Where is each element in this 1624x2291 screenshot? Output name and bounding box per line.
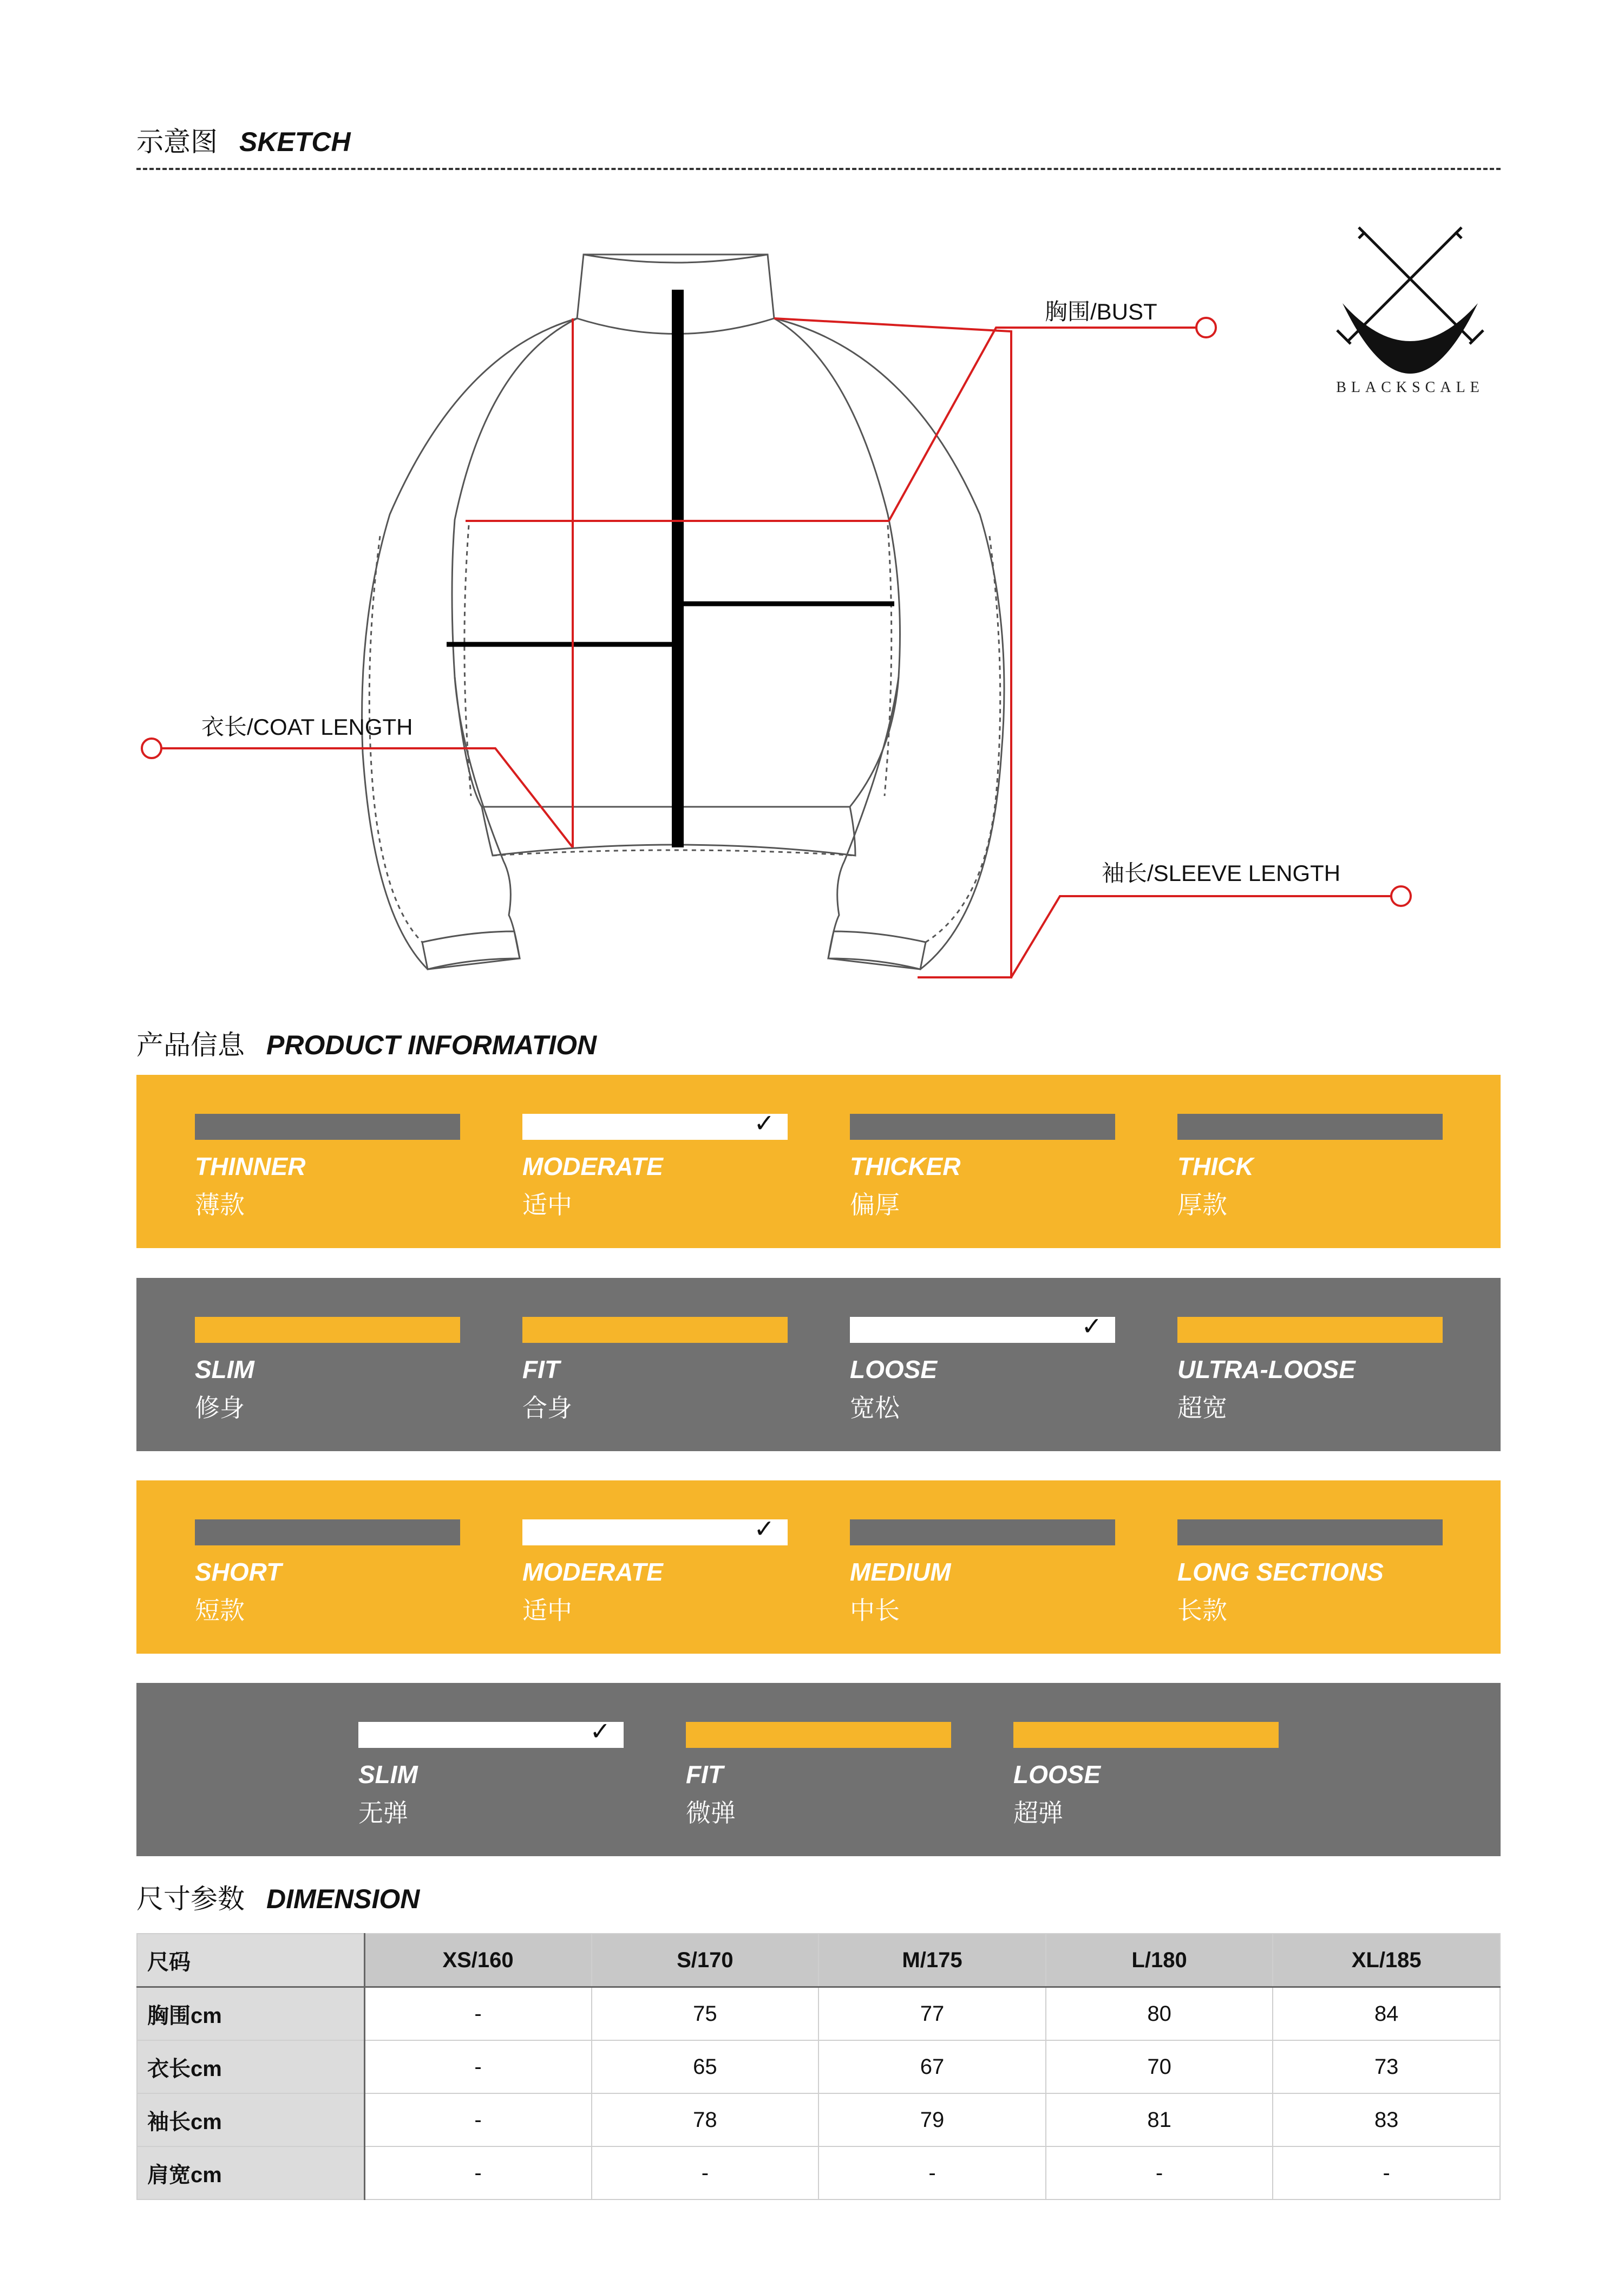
fit-bar (522, 1317, 788, 1343)
elasticity-bar-selected (358, 1717, 624, 1748)
elasticity-option: ✓ SLIM 无弹 (358, 1722, 624, 1829)
table-row: 袖长cm - 78 79 81 83 (137, 2093, 1500, 2146)
fit-option: FIT 合身 (522, 1317, 788, 1424)
length-option: ✓ MODERATE 适中 (522, 1519, 788, 1627)
length-bar-selected (522, 1515, 788, 1545)
fit-option: ✓ LOOSE 宽松 (850, 1317, 1115, 1424)
elasticity-option: FIT 微弹 (686, 1722, 951, 1829)
sleeve-length-measure-line (774, 318, 1011, 977)
elasticity-bar (686, 1722, 951, 1748)
sketch-section-title: 示意图 SKETCH (136, 127, 351, 157)
thickness-bar (195, 1114, 460, 1140)
dimension-table (136, 1933, 1501, 2200)
right-sleeve-outline (774, 318, 1004, 969)
check-icon: ✓ (1081, 1312, 1102, 1340)
table-row: 肩宽cm - - - - - (137, 2146, 1500, 2199)
brand-logo-text: BLACKSCALE (1336, 379, 1484, 396)
crossed-arrows-crescent-icon (1321, 217, 1499, 401)
length-option: SHORT 短款 (195, 1519, 460, 1627)
thickness-option: THICKER 偏厚 (850, 1114, 1115, 1221)
thickness-bar-selected (522, 1109, 788, 1140)
section-divider (136, 168, 1501, 170)
fit-option: SLIM 修身 (195, 1317, 460, 1424)
check-icon: ✓ (754, 1515, 775, 1543)
elasticity-bar (1013, 1722, 1279, 1748)
thickness-bar (850, 1114, 1115, 1140)
table-row: 衣长cm - 65 67 70 73 (137, 2040, 1500, 2093)
thickness-option: THICK 厚款 (1177, 1114, 1443, 1221)
thickness-option: THINNER 薄款 (195, 1114, 460, 1221)
length-option: MEDIUM 中长 (850, 1519, 1115, 1627)
elasticity-band (136, 1683, 1501, 1856)
table-header-row: 尺码 XS/160 S/170 M/175 L/180 XL/185 (137, 1934, 1500, 1987)
check-icon: ✓ (754, 1109, 775, 1137)
length-bar (1177, 1519, 1443, 1545)
table-row: 胸围cm - 75 77 80 84 (137, 1987, 1500, 2041)
thickness-band (136, 1075, 1501, 1248)
fit-bar (1177, 1317, 1443, 1343)
length-band (136, 1480, 1501, 1654)
check-icon: ✓ (590, 1717, 611, 1745)
sleeve-length-callout: 袖长/SLEEVE LENGTH (1102, 860, 1341, 886)
length-option: LONG SECTIONS 长款 (1177, 1519, 1443, 1627)
length-bar (195, 1519, 460, 1545)
elasticity-option: LOOSE 超弹 (1013, 1722, 1279, 1829)
fit-band (136, 1278, 1501, 1451)
dimension-section-title: 尺寸参数 DIMENSION (136, 1884, 420, 1914)
thickness-option: ✓ MODERATE 适中 (522, 1114, 788, 1221)
bust-callout: 胸围/BUST (1045, 299, 1157, 324)
fit-bar (195, 1317, 460, 1343)
length-bar (850, 1519, 1115, 1545)
fit-option: ULTRA-LOOSE 超宽 (1177, 1317, 1443, 1424)
product-info-section-title: 产品信息 PRODUCT INFORMATION (136, 1030, 597, 1060)
thickness-bar (1177, 1114, 1443, 1140)
fit-bar-selected (850, 1312, 1115, 1343)
coat-length-callout: 衣长/COAT LENGTH (201, 714, 413, 740)
